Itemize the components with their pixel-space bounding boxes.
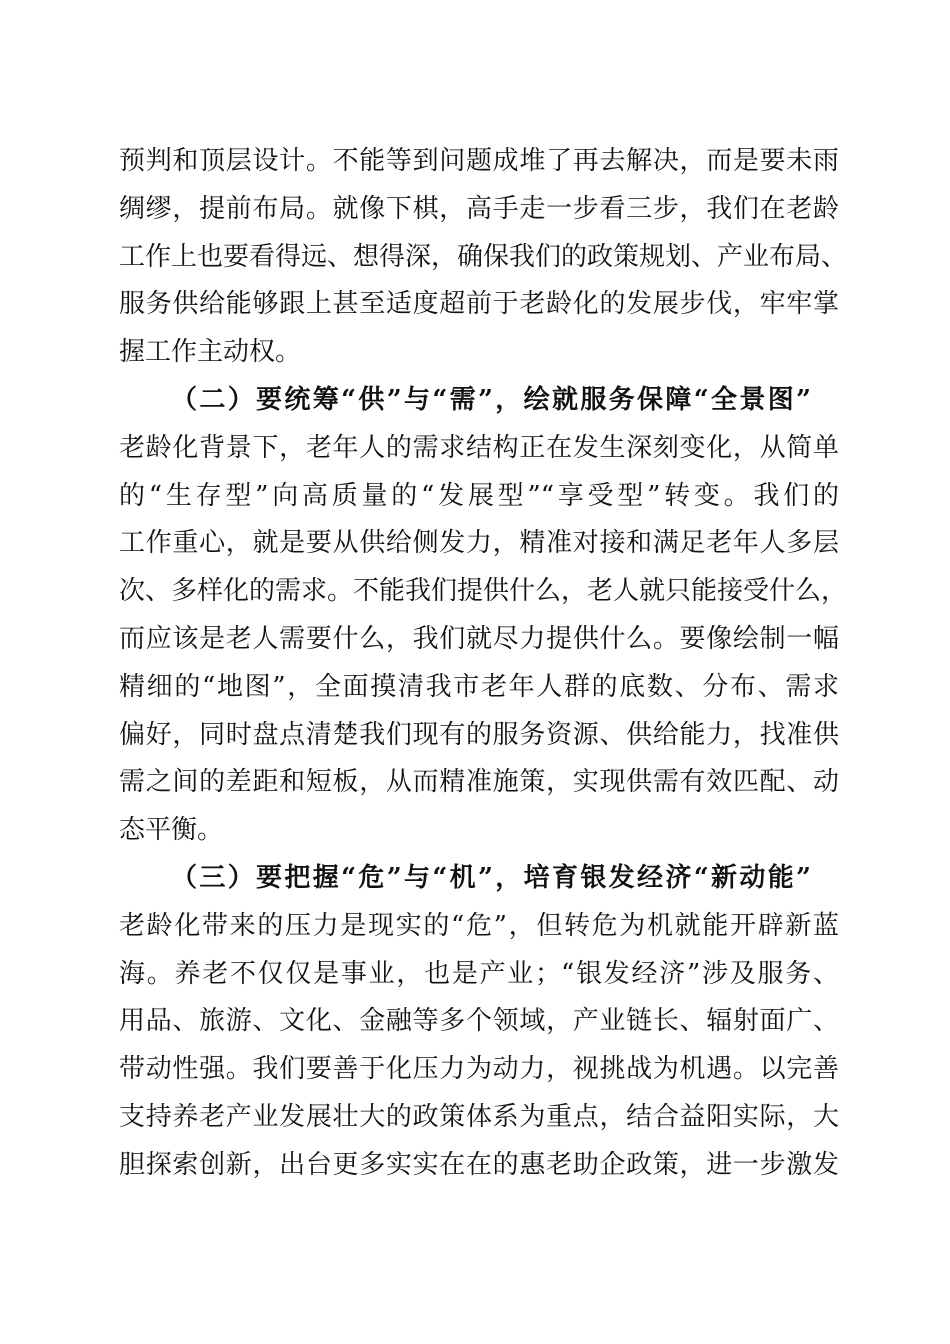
text-line: 精细的“地图”，全面摸清我市老年人群的底数、分布、需求 xyxy=(119,671,839,702)
text-line: 态平衡。 xyxy=(119,815,224,846)
text-line: 带动性强。我们要善于化压力为动力，视挑战为机遇。以完善 xyxy=(119,1054,839,1085)
text-line: 需之间的差距和短板，从而精准施策，实现供需有效匹配、动 xyxy=(119,767,839,798)
text-line: 偏好，同时盘点清楚我们现有的服务资源、供给能力，找准供 xyxy=(119,719,839,750)
text-line: 预判和顶层设计。不能等到问题成堆了再去解决，而是要未雨 xyxy=(119,146,839,176)
text-line: 海。养老不仅仅是事业，也是产业；“银发经济”涉及服务、 xyxy=(119,958,839,989)
section-heading-2: （二）要统筹“供”与“需”，绘就服务保障“全景图” xyxy=(171,384,811,415)
text-line: 绸缪，提前布局。就像下棋，高手走一步看三步，我们在老龄 xyxy=(119,193,839,224)
text-line: 老龄化带来的压力是现实的“危”，但转危为机就能开辟新蓝 xyxy=(119,910,839,941)
text-line: 工作重心，就是要从供给侧发力，精准对接和满足老年人多层 xyxy=(119,528,839,559)
section-heading-3: （三）要把握“危”与“机”，培育银发经济“新动能” xyxy=(171,862,811,893)
text-line: 用品、旅游、文化、金融等多个领域，产业链长、辐射面广、 xyxy=(119,1006,839,1037)
text-line: 握工作主动权。 xyxy=(119,337,302,368)
text-line: 次、多样化的需求。不能我们提供什么，老人就只能接受什么， xyxy=(119,576,848,607)
text-line: 服务供给能够跟上甚至适度超前于老龄化的发展步伐，牢牢掌 xyxy=(119,289,839,320)
document-body xyxy=(119,138,848,1190)
text-line: 胆探索创新，出台更多实实在在的惠老助企政策，进一步激发 xyxy=(119,1149,839,1180)
text-line: 的“生存型”向高质量的“发展型”“享受型”转变。我们的 xyxy=(119,480,839,511)
text-line: 而应该是老人需要什么，我们就尽力提供什么。要像绘制一幅 xyxy=(119,623,839,654)
text-line: 支持养老产业发展壮大的政策体系为重点，结合益阳实际，大 xyxy=(119,1101,839,1132)
text-line: 工作上也要看得远、想得深，确保我们的政策规划、产业布局、 xyxy=(119,241,848,272)
text-line: 老龄化背景下，老年人的需求结构正在发生深刻变化，从简单 xyxy=(119,432,839,463)
